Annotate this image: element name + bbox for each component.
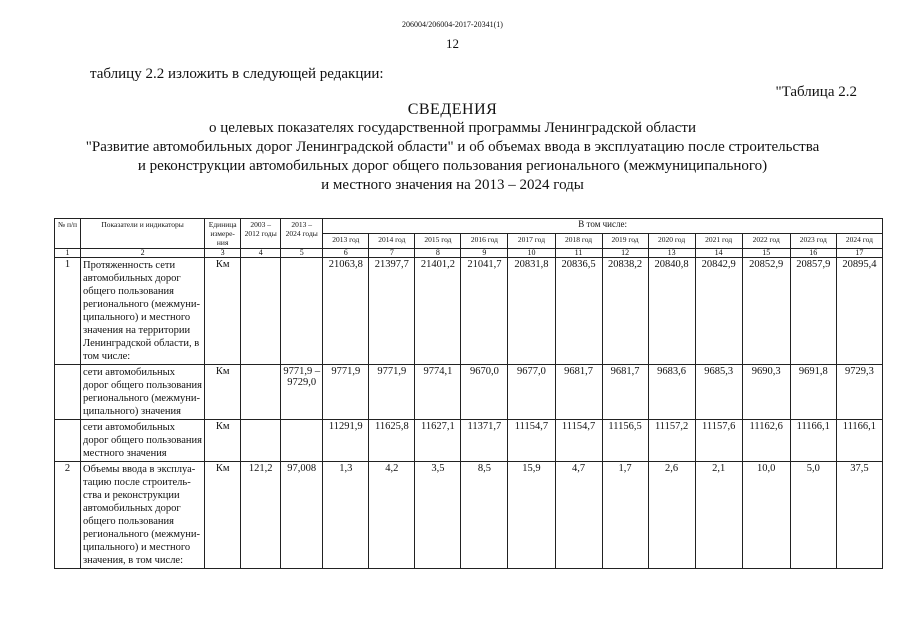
row-value: 9729,3: [836, 365, 882, 420]
row-value: 20857,9: [790, 258, 836, 365]
header-year: 2020 год: [648, 234, 695, 249]
row-value: 9774,1: [415, 365, 461, 420]
column-number: 10: [508, 249, 555, 258]
header-year: 2016 год: [461, 234, 508, 249]
row-indicator-name: сети автомобильных дорог общего пользования местного значения: [81, 420, 205, 462]
row-value: 9683,6: [648, 365, 695, 420]
row-value: 4,7: [555, 462, 602, 569]
row-value: 3,5: [415, 462, 461, 569]
title-block: [0, 100, 905, 195]
column-number: 1: [55, 249, 81, 258]
row-value: 9771,9: [323, 365, 369, 420]
column-number: 14: [695, 249, 742, 258]
column-number: 11: [555, 249, 602, 258]
row-period-2013: [281, 420, 323, 462]
indicators-table: [54, 218, 883, 569]
row-value: 20842,9: [695, 258, 742, 365]
row-value: 20895,4: [836, 258, 882, 365]
row-period-2003: [241, 420, 281, 462]
column-number: 15: [742, 249, 790, 258]
table-reference: "Таблица 2.2: [775, 84, 857, 100]
row-num: [55, 365, 81, 420]
row-unit: Км: [205, 420, 241, 462]
header-period-2013: 2013 – 2024 годы: [281, 219, 323, 249]
row-value: 9681,7: [555, 365, 602, 420]
title-line: и реконструкции автомобильных дорог общего пользования регионального (межмуниципального): [137, 158, 768, 174]
row-value: 11166,1: [836, 420, 882, 462]
header-year: 2018 год: [555, 234, 602, 249]
column-number: 12: [602, 249, 648, 258]
row-value: 11166,1: [790, 420, 836, 462]
header-year: 2017 год: [508, 234, 555, 249]
header-num: № п/п: [55, 219, 81, 249]
row-value: 11157,2: [648, 420, 695, 462]
row-unit: Км: [205, 258, 241, 365]
row-value: 11154,7: [508, 420, 555, 462]
header-year: 2022 год: [742, 234, 790, 249]
row-period-2003: [241, 365, 281, 420]
header-year: 2021 год: [695, 234, 742, 249]
row-value: 5,0: [790, 462, 836, 569]
column-number: 9: [461, 249, 508, 258]
header-year: 2015 год: [415, 234, 461, 249]
row-num: 2: [55, 462, 81, 569]
row-value: 9670,0: [461, 365, 508, 420]
column-number: 16: [790, 249, 836, 258]
table-row: [55, 462, 883, 569]
title-line: и местного значения на 2013 – 2024 годы: [321, 177, 584, 193]
column-number: 17: [836, 249, 882, 258]
row-period-2013: [281, 258, 323, 365]
row-period-2013: 9771,9 – 9729,0: [281, 365, 323, 420]
table-row: [55, 365, 883, 420]
row-value: 11291,9: [323, 420, 369, 462]
header-period-2003: 2003 – 2012 годы: [241, 219, 281, 249]
row-value: 20831,8: [508, 258, 555, 365]
row-value: 11156,5: [602, 420, 648, 462]
column-number: 3: [205, 249, 241, 258]
title-line: о целевых показателях государственной программы Ленинградской области: [209, 120, 696, 136]
row-value: 20836,5: [555, 258, 602, 365]
row-value: 9690,3: [742, 365, 790, 420]
row-period-2003: [241, 258, 281, 365]
column-number: 2: [81, 249, 205, 258]
column-number: 8: [415, 249, 461, 258]
row-value: 1,3: [323, 462, 369, 569]
row-period-2003: 121,2: [241, 462, 281, 569]
row-period-2013: 97,008: [281, 462, 323, 569]
page-number: 12: [446, 36, 459, 51]
row-value: 9771,9: [369, 365, 415, 420]
row-value: 11154,7: [555, 420, 602, 462]
row-value: 11371,7: [461, 420, 508, 462]
table-row: [55, 258, 883, 365]
intro-text: таблицу 2.2 изложить в следующей редакции:: [90, 66, 384, 82]
column-number: 7: [369, 249, 415, 258]
header-indicator: Показатели и индикаторы: [81, 219, 205, 249]
row-value: 2,1: [695, 462, 742, 569]
column-number: 13: [648, 249, 695, 258]
document-code: 206004/206004-2017-20341(1): [402, 20, 503, 29]
column-number-row: [55, 249, 883, 258]
header-including: В том числе:: [323, 219, 883, 234]
row-value: 21041,7: [461, 258, 508, 365]
column-number: 5: [281, 249, 323, 258]
row-value: 1,7: [602, 462, 648, 569]
row-value: 9691,8: [790, 365, 836, 420]
row-value: 21063,8: [323, 258, 369, 365]
row-value: 9681,7: [602, 365, 648, 420]
header-unit: Единица измере-ния: [205, 219, 241, 249]
row-value: 2,6: [648, 462, 695, 569]
row-indicator-name: Протяженность сети автомобильных дорог общего пользования регионального (межмуни-ципального) и местного значения на территории Ленинградской области, в том числе:: [81, 258, 205, 365]
header-year: 2014 год: [369, 234, 415, 249]
row-value: 15,9: [508, 462, 555, 569]
row-value: 9685,3: [695, 365, 742, 420]
row-value: 10,0: [742, 462, 790, 569]
table-row: [55, 420, 883, 462]
row-unit: Км: [205, 462, 241, 569]
row-value: 4,2: [369, 462, 415, 569]
row-value: 37,5: [836, 462, 882, 569]
row-indicator-name: Объемы ввода в эксплуа-тацию после строитель-ства и реконструкции автомобильных дорог общего пользования регионального (межмуни-ципального) и местного значения, в том числе:: [81, 462, 205, 569]
title-line: "Развитие автомобильных дорог Ленинградской области" и об объемах ввода в эксплуатацию после строительства: [85, 139, 820, 155]
row-value: 21397,7: [369, 258, 415, 365]
header-year: 2023 год: [790, 234, 836, 249]
title-heading: СВЕДЕНИЯ: [407, 101, 498, 118]
column-number: 4: [241, 249, 281, 258]
row-value: 20840,8: [648, 258, 695, 365]
column-number: 6: [323, 249, 369, 258]
header-year: 2013 год: [323, 234, 369, 249]
row-value: 11627,1: [415, 420, 461, 462]
row-value: 9677,0: [508, 365, 555, 420]
row-value: 11157,6: [695, 420, 742, 462]
row-value: 20838,2: [602, 258, 648, 365]
header-year: 2024 год: [836, 234, 882, 249]
row-value: 21401,2: [415, 258, 461, 365]
row-value: 11162,6: [742, 420, 790, 462]
row-unit: Км: [205, 365, 241, 420]
row-value: 8,5: [461, 462, 508, 569]
row-num: 1: [55, 258, 81, 365]
row-value: 11625,8: [369, 420, 415, 462]
header-year: 2019 год: [602, 234, 648, 249]
row-value: 20852,9: [742, 258, 790, 365]
row-num: [55, 420, 81, 462]
row-indicator-name: сети автомобильных дорог общего пользования регионального (межмуни-ципального) значения: [81, 365, 205, 420]
